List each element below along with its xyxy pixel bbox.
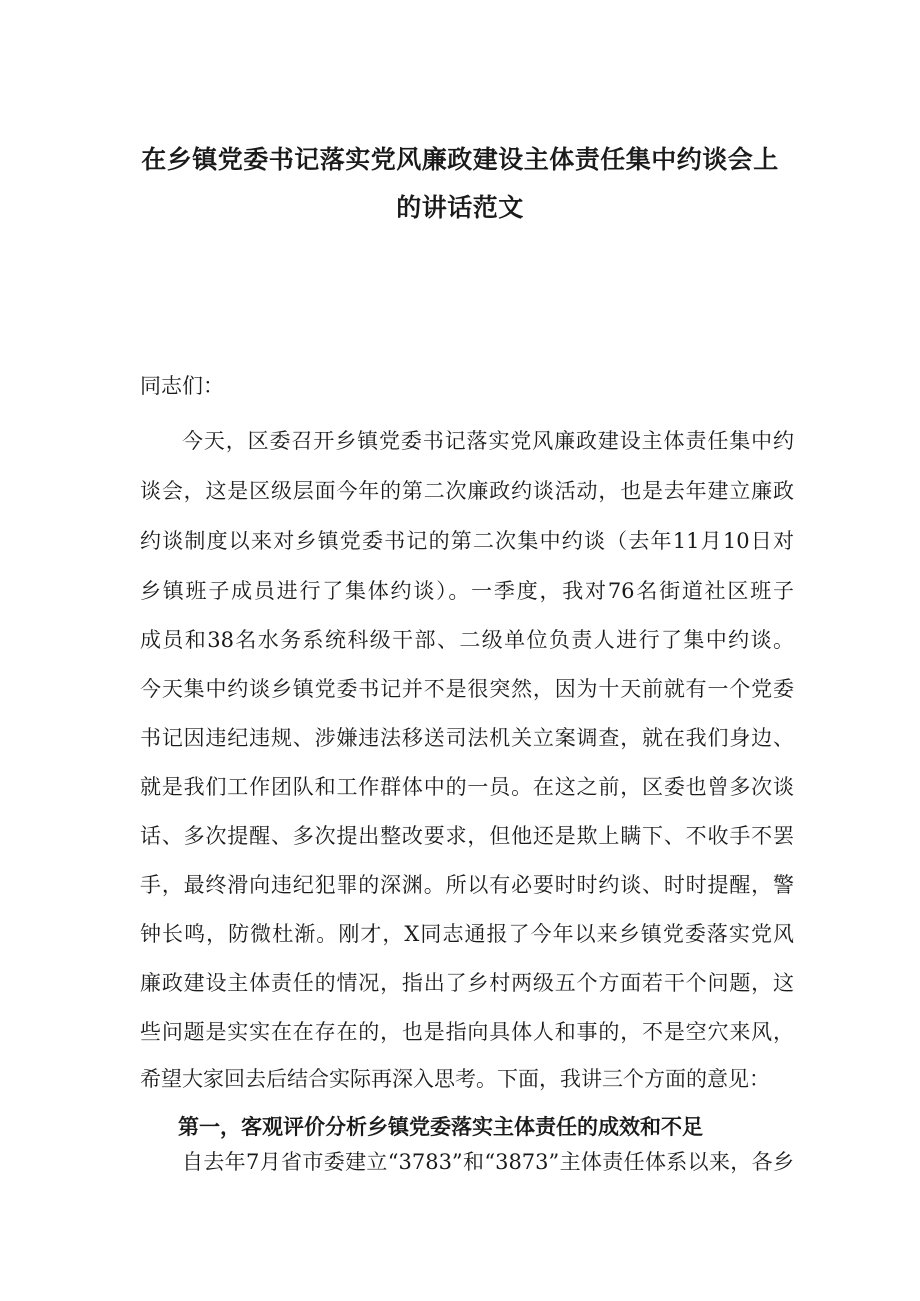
document-title-line-1: 在乡镇党委书记落实党风廉政建设主体责任集中约谈会上 [141, 145, 779, 174]
paragraph-1-line: 谈会，这是区级层面今年的第二次廉政约谈活动，也是去年建立廉政 [140, 479, 794, 503]
paragraph-1-line: 约谈制度以来对乡镇党委书记的第二次集中约谈（去年11月10日对 [140, 529, 794, 553]
document-title-line-2: 的讲话范文 [396, 193, 524, 222]
paragraph-1-line: 希望大家回去后结合实际再深入思考。下面，我讲三个方面的意见： [140, 1067, 770, 1091]
greeting: 同志们： [140, 374, 224, 398]
paragraph-1-line: 钟长鸣，防微杜渐。刚才，X同志通报了今年以来乡镇党委落实党风 [140, 922, 794, 946]
paragraph-2-line: 自去年7月省市委建立“3783”和“3873”主体责任体系以来，各乡 [182, 1150, 794, 1174]
paragraph-1-line: 今天，区委召开乡镇党委书记落实党风廉政建设主体责任集中约 [182, 429, 794, 453]
section-heading: 第一，客观评价分析乡镇党委落实主体责任的成效和不足 [178, 1115, 703, 1139]
paragraph-1-line: 廉政建设主体责任的情况，指出了乡村两级五个方面若干个问题，这 [140, 971, 794, 995]
paragraph-1-line: 就是我们工作团队和工作群体中的一员。在这之前，区委也曾多次谈 [140, 775, 794, 799]
paragraph-1-line: 书记因违纪违规、涉嫌违法移送司法机关立案调查，就在我们身边、 [140, 726, 794, 750]
paragraph-1-line: 今天集中约谈乡镇党委书记并不是很突然，因为十天前就有一个党委 [140, 677, 794, 701]
paragraph-1-line: 手，最终滑向违纪犯罪的深渊。所以有必要时时约谈、时时提醒，警 [140, 873, 794, 897]
paragraph-1-line: 话、多次提醒、多次提出整改要求，但他还是欺上瞒下、不收手不罢 [140, 824, 794, 848]
paragraph-1-line: 成员和38名水务系统科级干部、二级单位负责人进行了集中约谈。 [140, 628, 794, 652]
paragraph-1-line: 乡镇班子成员进行了集体约谈）。一季度，我对76名街道社区班子 [140, 579, 794, 603]
paragraph-1-line: 些问题是实实在在存在的，也是指向具体人和事的，不是空穴来风， [140, 1020, 794, 1044]
